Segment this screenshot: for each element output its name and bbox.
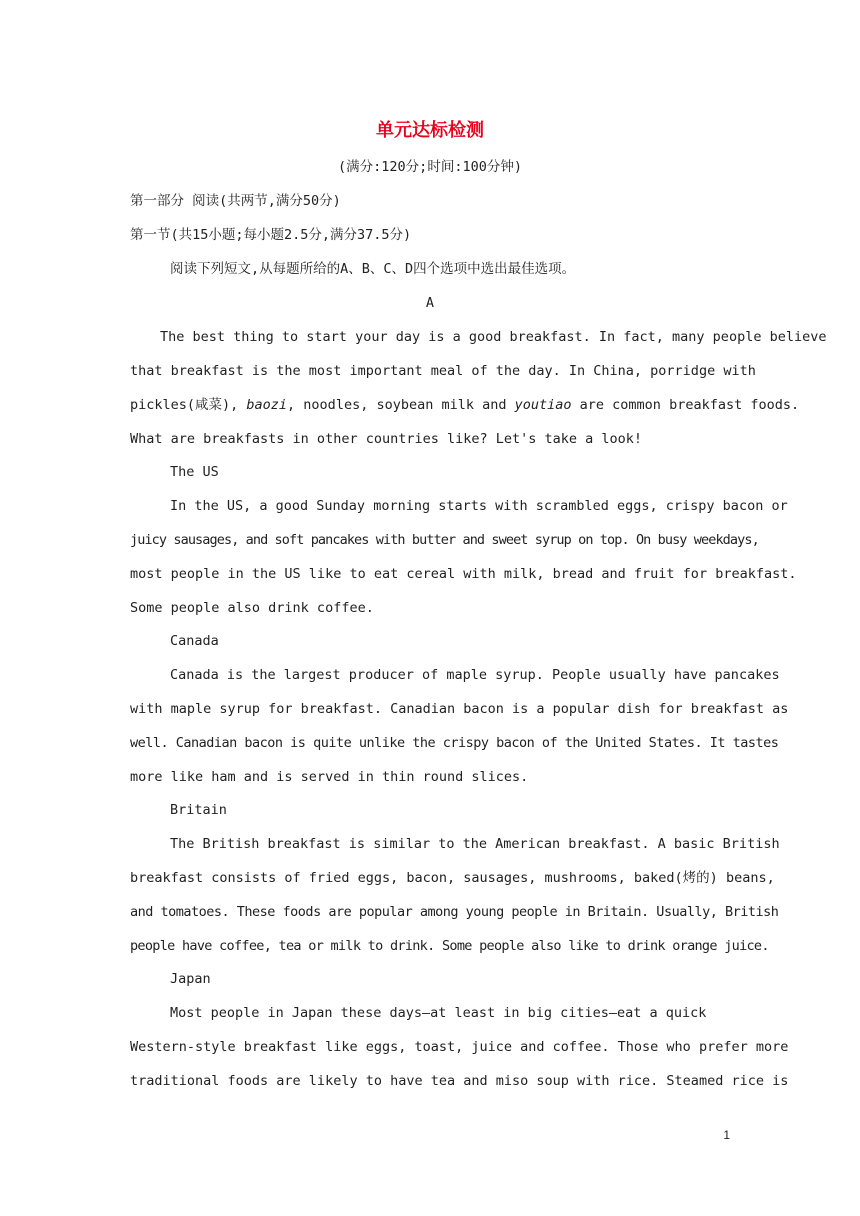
japan-heading: Japan (170, 971, 211, 987)
passage-label: A (425, 295, 435, 311)
japan-line-3: traditional foods are likely to have tea and miso soup with rice. Steamed rice is (130, 1073, 789, 1089)
intro-line-3-c: , noodles, soybean milk and (287, 397, 515, 413)
intro-line-3-e: are common breakfast foods. (571, 397, 800, 413)
canada-line-1: Canada is the largest producer of maple syrup. People usually have pancakes (170, 667, 780, 683)
section-heading: 第一节(共15小题;每小题2.5分,满分37.5分) (130, 227, 412, 243)
britain-line-2: breakfast consists of fried eggs, bacon, sausages, mushrooms, baked(烤的) beans, (130, 870, 775, 886)
page-title: 单元达标检测 (376, 120, 484, 141)
japan-line-2: Western-style breakfast like eggs, toast, juice and coffee. Those who prefer more (130, 1039, 789, 1055)
canada-line-3: well. Canadian bacon is quite unlike the crispy bacon of the United States. It tastes (130, 735, 779, 751)
intro-word-baozi: baozi (246, 397, 288, 413)
us-line-1: In the US, a good Sunday morning starts with scrambled eggs, crispy bacon or (170, 498, 788, 514)
intro-line-3-a: pickles(咸菜), (130, 397, 247, 413)
canada-line-2: with maple syrup for breakfast. Canadian bacon is a popular dish for breakfast as (130, 701, 789, 717)
britain-line-3: and tomatoes. These foods are popular among young people in Britain. Usually, British (130, 904, 779, 920)
intro-line-4: What are breakfasts in other countries like? Let's take a look! (130, 431, 643, 447)
japan-line-1: Most people in Japan these days—at least in big cities—eat a quick (170, 1005, 707, 1021)
score-info: (满分:120分;时间:100分钟) (338, 159, 522, 175)
us-line-2: juicy sausages, and soft pancakes with butter and sweet syrup on top. On busy weekdays, (130, 532, 759, 548)
instruction: 阅读下列短文,从每题所给的A、B、C、D四个选项中选出最佳选项。 (170, 261, 576, 277)
us-heading: The US (170, 464, 219, 480)
us-line-3: most people in the US like to eat cereal with milk, bread and fruit for breakfast. (130, 566, 797, 582)
britain-line-4: people have coffee, tea or milk to drink. Some people also like to drink orange juice. (130, 938, 769, 954)
us-line-4: Some people also drink coffee. (130, 600, 374, 616)
intro-word-youtiao: youtiao (514, 397, 572, 413)
page-number: 1 (723, 1128, 730, 1142)
intro-line-2: that breakfast is the most important meal of the day. In China, porridge with (130, 363, 756, 379)
britain-heading: Britain (170, 802, 227, 818)
intro-line-1: The best thing to start your day is a good breakfast. In fact, many people believe (160, 329, 827, 345)
canada-heading: Canada (170, 633, 219, 649)
intro-line-3 (130, 395, 800, 415)
canada-line-4: more like ham and is served in thin round slices. (130, 769, 529, 785)
part-heading: 第一部分 阅读(共两节,满分50分) (130, 193, 341, 209)
britain-line-1: The British breakfast is similar to the American breakfast. A basic British (170, 836, 780, 852)
